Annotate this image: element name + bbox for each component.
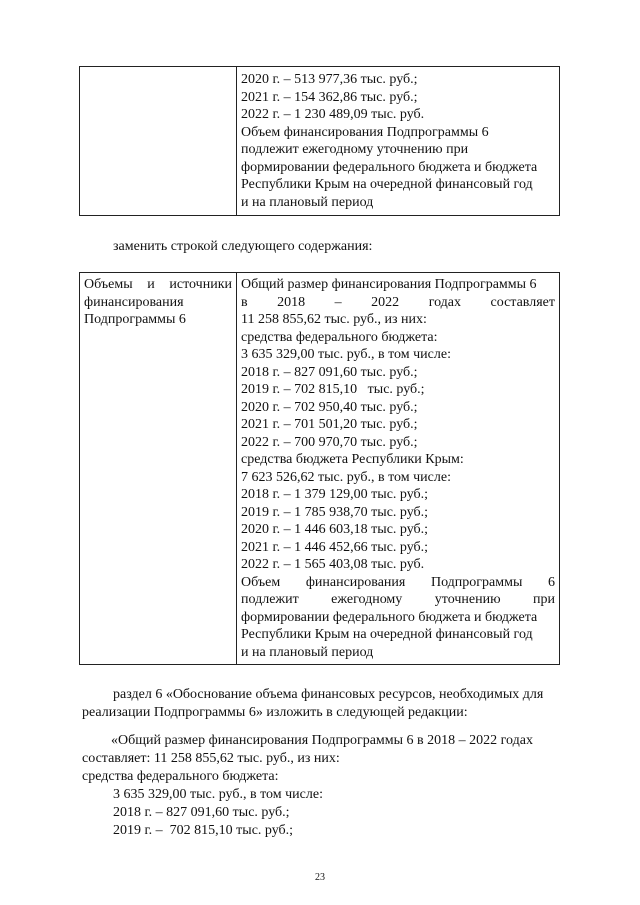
year-2021-line: 2021 г. – 154 362,86 тыс. руб.; bbox=[241, 89, 418, 105]
section-instruction-line: реализации Подпрограммы 6» изложить в следующей редакции: bbox=[82, 705, 468, 720]
word: уточнению bbox=[434, 592, 501, 607]
previous-table-left-cell bbox=[80, 67, 237, 216]
crimea-budget-total: 7 623 526,62 тыс. руб., в том числе: bbox=[241, 469, 451, 485]
volume-note-line: формировании федерального бюджета и бюджета bbox=[241, 159, 538, 175]
funding-label-line: Подпрограммы 6 bbox=[84, 312, 186, 327]
word: Подпрограммы bbox=[430, 574, 523, 590]
volume-note-line: Республики Крым на очередной финансовый год bbox=[241, 627, 533, 642]
volume-note-line: Республики Крым на очередной финансовый год bbox=[241, 177, 533, 192]
word: Объемы bbox=[84, 277, 133, 292]
word: источники bbox=[169, 277, 232, 292]
period-line bbox=[241, 294, 555, 312]
crimea-budget-heading: средства бюджета Республики Крым: bbox=[241, 452, 464, 467]
quote-line: «Общий размер финансирования Подпрограммы 6 в 2018 – 2022 годах bbox=[111, 733, 533, 748]
crimea-year-line: 2022 г. – 1 565 403,08 тыс. руб. bbox=[241, 557, 425, 572]
word: – bbox=[334, 294, 342, 310]
quote-line: средства федерального бюджета: bbox=[82, 769, 279, 784]
volume-note-line: подлежит ежегодному уточнению при bbox=[241, 142, 469, 157]
total-funding-line: Общий размер финансирования Подпрограммы 6 bbox=[241, 277, 537, 292]
federal-year-line: 2020 г. – 702 950,40 тыс. руб.; bbox=[241, 399, 418, 415]
volume-note-line bbox=[241, 591, 555, 609]
section-instruction-line: раздел 6 «Обоснование объема финансовых ресурсов, необходимых для bbox=[113, 687, 544, 702]
word: ежегодному bbox=[331, 592, 403, 607]
volume-note-line: и на плановый период bbox=[241, 644, 374, 660]
volume-note-line bbox=[241, 574, 555, 592]
federal-year-line: 2022 г. – 700 970,70 тыс. руб.; bbox=[241, 434, 418, 450]
word: в bbox=[241, 294, 248, 310]
volume-note-line: и на плановый период bbox=[241, 194, 374, 210]
year-2022-line: 2022 г. – 1 230 489,09 тыс. руб. bbox=[241, 107, 425, 122]
quote-line: 3 635 329,00 тыс. руб., в том числе: bbox=[113, 787, 323, 802]
funding-label-line bbox=[84, 276, 232, 294]
page-number: 23 bbox=[315, 872, 325, 883]
word: 6 bbox=[547, 574, 555, 590]
word: 2022 bbox=[371, 294, 400, 310]
year-2020-line: 2020 г. – 513 977,36 тыс. руб.; bbox=[241, 72, 418, 87]
total-amount-line: 11 258 855,62 тыс. руб., из них: bbox=[241, 312, 427, 327]
federal-year-line: 2021 г. – 701 501,20 тыс. руб.; bbox=[241, 417, 418, 432]
funding-label-cell bbox=[80, 273, 237, 665]
word: финансирования bbox=[305, 574, 406, 590]
funding-details-cell bbox=[237, 273, 560, 665]
federal-year-line: 2019 г. – 702 815,10 тыс. руб.; bbox=[241, 382, 425, 397]
federal-budget-heading: средства федерального бюджета: bbox=[241, 329, 438, 345]
word: при bbox=[533, 592, 555, 607]
word: 2018 bbox=[277, 294, 306, 310]
quote-line: составляет: 11 258 855,62 тыс. руб., из них: bbox=[82, 751, 340, 766]
crimea-year-line: 2021 г. – 1 446 452,66 тыс. руб.; bbox=[241, 539, 429, 555]
quote-line: 2019 г. – 702 815,10 тыс. руб.; bbox=[113, 823, 294, 838]
volume-note-line: формировании федерального бюджета и бюджета bbox=[241, 609, 538, 625]
word: и bbox=[147, 277, 155, 292]
replace-instruction: заменить строкой следующего содержания: bbox=[113, 239, 373, 254]
word: Объем bbox=[241, 574, 281, 590]
funding-sources-table bbox=[79, 272, 560, 665]
word: годах bbox=[428, 294, 462, 310]
federal-budget-total: 3 635 329,00 тыс. руб., в том числе: bbox=[241, 347, 451, 362]
crimea-year-line: 2020 г. – 1 446 603,18 тыс. руб.; bbox=[241, 522, 429, 537]
word: составляет bbox=[490, 294, 555, 310]
funding-label-line: финансирования bbox=[84, 294, 184, 310]
previous-table-right-cell bbox=[237, 67, 560, 216]
crimea-year-line: 2019 г. – 1 785 938,70 тыс. руб.; bbox=[241, 504, 429, 520]
crimea-year-line: 2018 г. – 1 379 129,00 тыс. руб.; bbox=[241, 487, 429, 502]
federal-year-line: 2018 г. – 827 091,60 тыс. руб.; bbox=[241, 364, 418, 380]
volume-note-line: Объем финансирования Подпрограммы 6 bbox=[241, 124, 489, 140]
previous-table-fragment bbox=[79, 66, 560, 216]
word: подлежит bbox=[241, 592, 299, 607]
quote-line: 2018 г. – 827 091,60 тыс. руб.; bbox=[113, 805, 290, 820]
